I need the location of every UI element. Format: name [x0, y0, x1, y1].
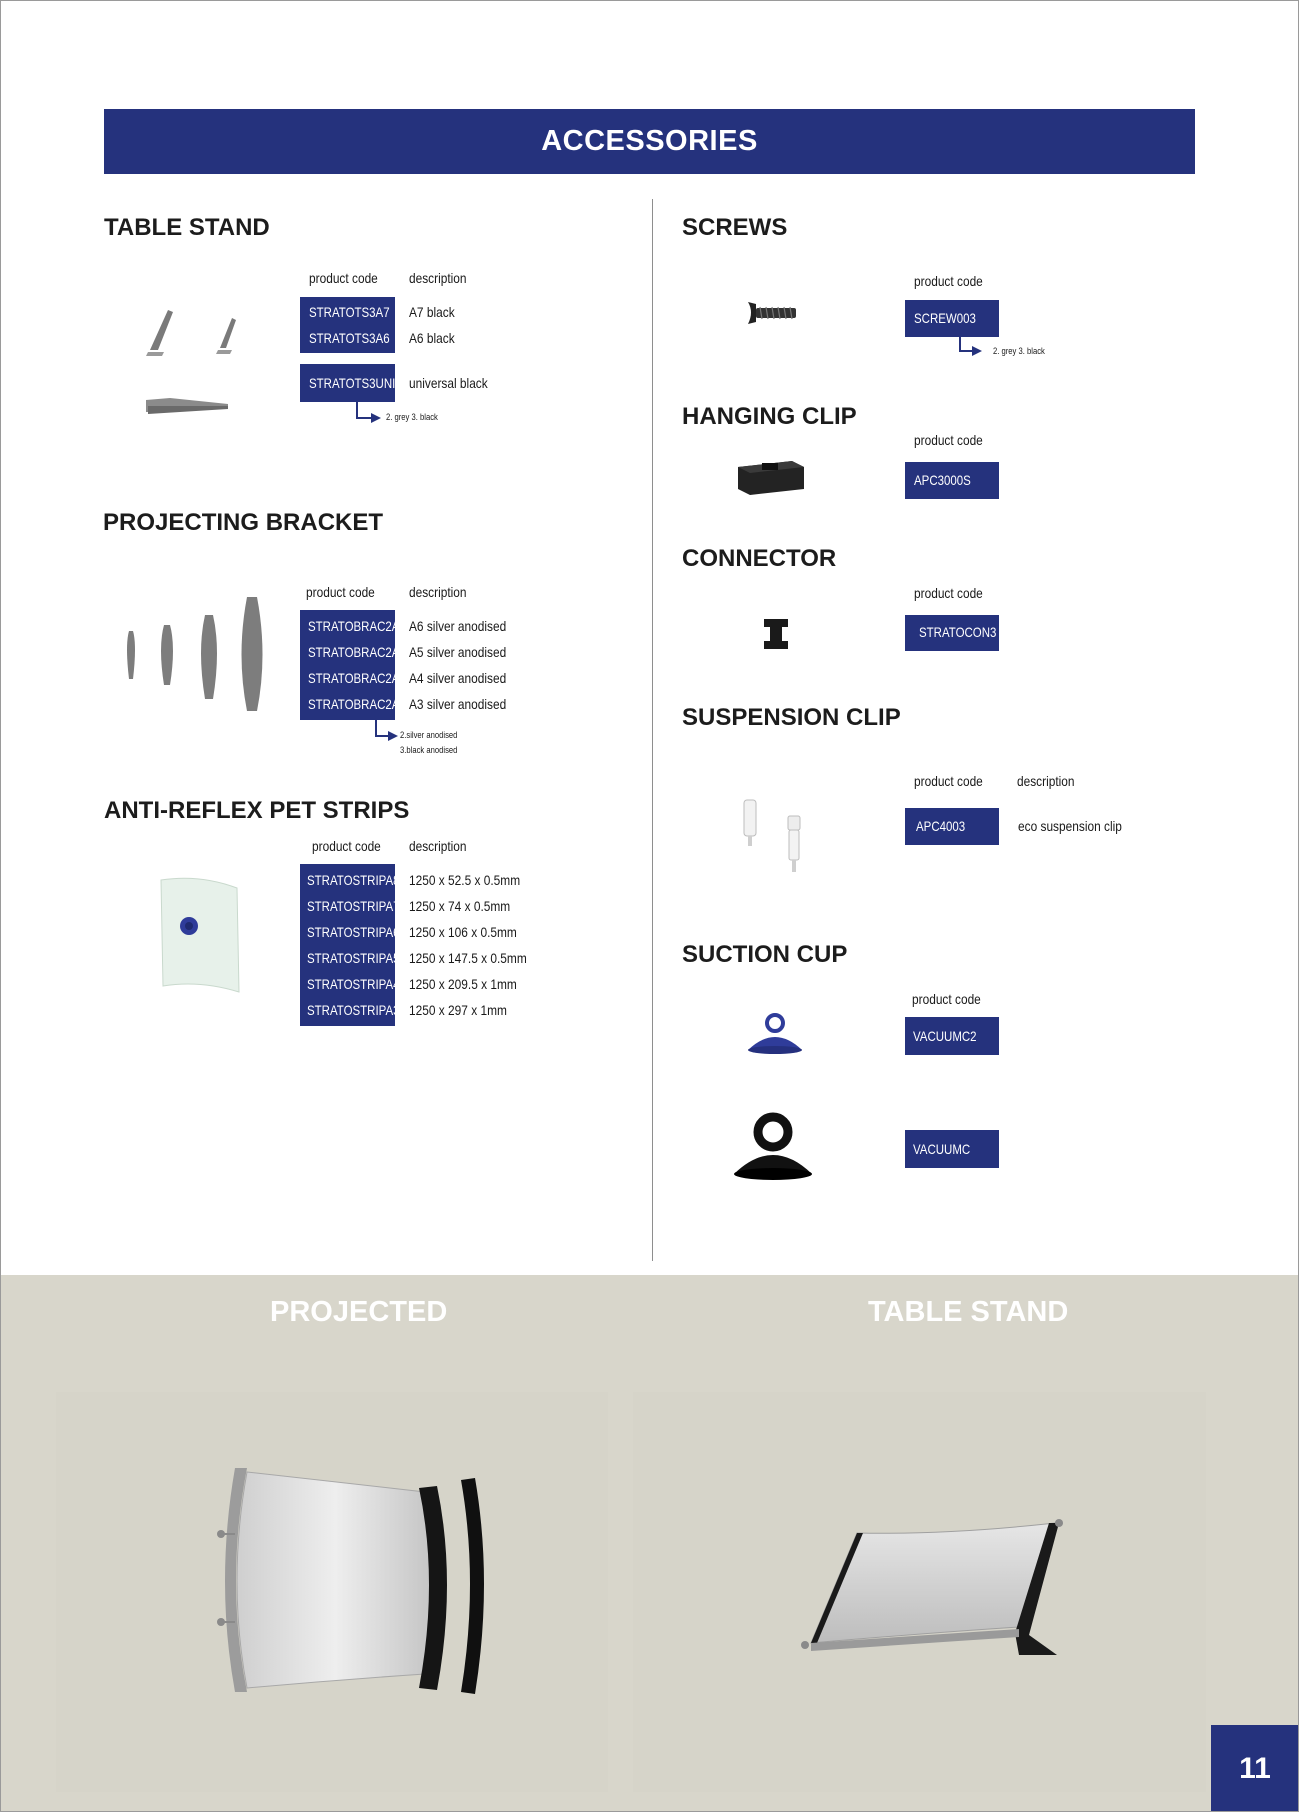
table-stand-desc-uni: universal black	[409, 375, 488, 391]
anti-reflex-code-a3: STRATOSTRIPA3	[307, 1002, 400, 1018]
table-stand-small-image	[140, 300, 250, 360]
connector-code: STRATOCON3	[919, 624, 997, 640]
arrow-icon	[374, 720, 402, 744]
anti-reflex-code-a8: STRATOSTRIPA8	[307, 872, 400, 888]
table-stand-code-uni: STRATOTS3UNI	[309, 375, 396, 391]
connector-title: CONNECTOR	[682, 545, 837, 572]
suction-cup-title: SUCTION CUP	[682, 941, 848, 968]
connector-image	[760, 615, 792, 653]
projecting-bracket-title: PROJECTING BRACKET	[103, 509, 384, 536]
anti-reflex-desc-a7: 1250 x 74 x 0.5mm	[409, 898, 511, 914]
projecting-bracket-desc-a3: A3 silver anodised	[409, 696, 507, 712]
projecting-bracket-code-header: product code	[306, 584, 375, 600]
column-divider	[652, 199, 653, 1261]
suspension-clip-desc: eco suspension clip	[1018, 818, 1122, 834]
projecting-bracket-desc-a4: A4 silver anodised	[409, 670, 507, 686]
arrow-icon	[355, 402, 385, 428]
projecting-bracket-note-2: 3.black anodised	[400, 745, 458, 755]
table-stand-sign-image	[797, 1515, 1067, 1665]
projecting-bracket-desc-header: description	[409, 584, 467, 600]
table-stand-desc-header: description	[409, 270, 467, 286]
anti-reflex-desc-a5: 1250 x 147.5 x 0.5mm	[409, 950, 527, 966]
suction-cup-code-header: product code	[912, 991, 981, 1007]
hanging-clip-title: HANGING CLIP	[682, 403, 857, 430]
arrow-icon	[958, 337, 986, 361]
anti-reflex-code-header: product code	[312, 838, 381, 854]
suspension-clip-desc-header: description	[1017, 773, 1075, 789]
projecting-bracket-desc-a6: A6 silver anodised	[409, 618, 507, 634]
page-number: 11	[1211, 1725, 1299, 1812]
anti-reflex-code-a4: STRATOSTRIPA4	[307, 976, 400, 992]
anti-reflex-code-a5: STRATOSTRIPA5	[307, 950, 400, 966]
screws-note: 2. grey 3. black	[993, 346, 1045, 356]
hanging-clip-image	[734, 455, 808, 499]
anti-reflex-strip-image	[155, 870, 245, 1000]
table-stand-desc-a7: A7 black	[409, 304, 455, 320]
suspension-clip-code-header: product code	[914, 773, 983, 789]
projecting-bracket-note-1: 2.silver anodised	[400, 730, 458, 740]
projecting-bracket-code-a4: STRATOBRAC2A4	[308, 670, 406, 686]
projecting-bracket-desc-a5: A5 silver anodised	[409, 644, 507, 660]
anti-reflex-title: ANTI-REFLEX PET STRIPS	[104, 797, 410, 824]
hanging-clip-code-header: product code	[914, 432, 983, 448]
suspension-clip-title: SUSPENSION CLIP	[682, 704, 901, 731]
screw-image	[744, 298, 802, 328]
table-stand-bottom-title: TABLE STAND	[868, 1296, 1069, 1328]
anti-reflex-code-a7: STRATOSTRIPA7	[307, 898, 400, 914]
hanging-clip-code: APC3000S	[914, 472, 971, 488]
table-stand-title: TABLE STAND	[104, 214, 270, 241]
anti-reflex-desc-a8: 1250 x 52.5 x 0.5mm	[409, 872, 521, 888]
anti-reflex-desc-a3: 1250 x 297 x 1mm	[409, 1002, 507, 1018]
screws-code: SCREW003	[914, 310, 976, 326]
projected-sign-image	[205, 1462, 510, 1702]
projecting-bracket-code-a3: STRATOBRAC2A3	[308, 696, 406, 712]
anti-reflex-desc-a6: 1250 x 106 x 0.5mm	[409, 924, 517, 940]
projecting-bracket-code-a6: STRATOBRAC2A6	[308, 618, 406, 634]
projecting-bracket-image	[120, 595, 265, 715]
table-stand-desc-a6: A6 black	[409, 330, 455, 346]
projecting-bracket-code-a5: STRATOBRAC2A5	[308, 644, 406, 660]
connector-code-header: product code	[914, 585, 983, 601]
anti-reflex-desc-a4: 1250 x 209.5 x 1mm	[409, 976, 517, 992]
screws-code-header: product code	[914, 273, 983, 289]
anti-reflex-desc-header: description	[409, 838, 467, 854]
suction-cup-code-1: VACUUMC2	[913, 1028, 977, 1044]
table-stand-universal-image	[142, 392, 232, 420]
suction-cup-small-image	[742, 1010, 808, 1056]
table-stand-code-a7: STRATOTS3A7	[309, 304, 390, 320]
suspension-clip-code: APC4003	[916, 818, 966, 834]
table-stand-code-header: product code	[309, 270, 378, 286]
suction-cup-large-image	[728, 1108, 818, 1184]
screws-title: SCREWS	[682, 214, 788, 241]
table-stand-code-a6: STRATOTS3A6	[309, 330, 390, 346]
projected-title: PROJECTED	[270, 1296, 448, 1328]
anti-reflex-code-a6: STRATOSTRIPA6	[307, 924, 400, 940]
suspension-clip-image	[738, 796, 808, 876]
suction-cup-code-2: VACUUMC	[913, 1141, 971, 1157]
page-title: ACCESSORIES	[104, 109, 1195, 174]
table-stand-note: 2. grey 3. black	[386, 412, 438, 422]
